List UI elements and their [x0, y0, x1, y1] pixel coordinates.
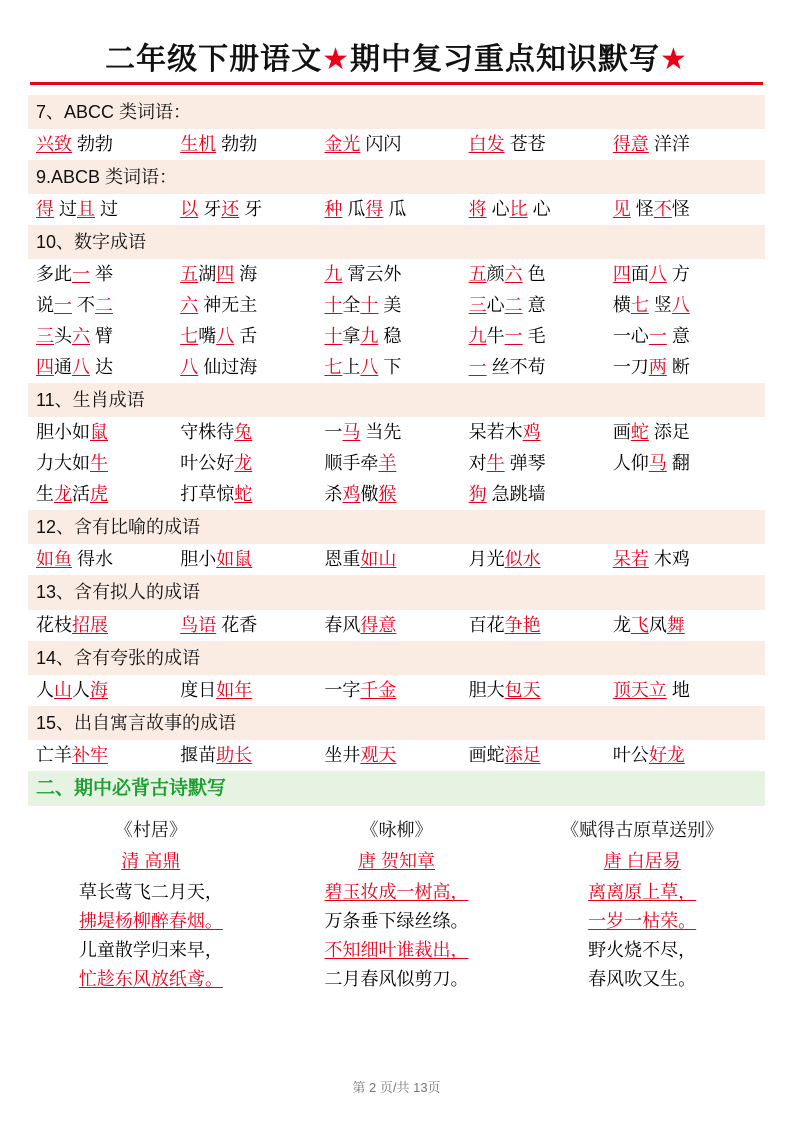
phrase-part: 瓜 — [383, 199, 407, 220]
sections-container — [28, 95, 765, 771]
phrase-cell — [324, 612, 468, 639]
phrase-cell — [180, 354, 324, 381]
phrase-cell — [36, 742, 180, 769]
phrase-cell — [180, 131, 324, 158]
phrase-part: 好龙 — [648, 744, 685, 765]
phrase-part: 比 — [509, 199, 528, 220]
phrase-cell — [469, 546, 613, 573]
phrase-cell — [324, 546, 468, 573]
phrase-part: 打草惊 — [180, 484, 235, 505]
phrase-cell — [324, 450, 468, 477]
phrase-part: 急跳墙 — [486, 484, 546, 505]
phrase-part: 花枝 — [36, 614, 72, 635]
phrase-cell — [36, 481, 180, 508]
phrase-row — [28, 321, 765, 352]
poem-line: 草长莺飞二月天， — [78, 881, 223, 902]
phrase-part: 兴致 — [36, 134, 72, 155]
phrase-part: 蛇 — [630, 422, 649, 443]
phrase-part: 还 — [221, 199, 240, 220]
phrase-cell — [324, 354, 468, 381]
phrase-part: 六 — [504, 264, 523, 285]
phrase-part: 颜 — [486, 264, 505, 285]
phrase-part: 百花 — [468, 614, 505, 635]
phrase-part: 一 — [468, 357, 487, 378]
poem-line: 二月春风似剪刀。 — [324, 969, 469, 990]
phrase-cell — [613, 261, 757, 288]
phrase-cell — [36, 196, 180, 223]
phrase-cell — [324, 261, 468, 288]
phrase-cell — [613, 354, 757, 381]
phrase-part: 二 — [95, 295, 114, 316]
phrase-part: 七 — [324, 357, 343, 378]
phrase-part: 人仰 — [612, 453, 649, 474]
phrase-cell — [469, 742, 613, 769]
phrase-part: 海 — [90, 679, 108, 700]
phrase-part: 胆小 — [180, 549, 217, 570]
phrase-part: 勃勃 — [72, 134, 114, 155]
phrase-part: 人 — [36, 679, 54, 700]
phrase-part: 八 — [72, 357, 90, 378]
poem-line: 忙趁东风放纸鸢。 — [78, 969, 223, 990]
phrase-part: 说 — [36, 295, 54, 316]
phrase-part: 十 — [360, 295, 379, 316]
phrase-part: 心 — [527, 199, 551, 220]
phrase-cell — [36, 131, 180, 158]
title-divider — [30, 82, 763, 85]
phrase-row — [28, 290, 765, 321]
phrase-part: 头 — [54, 326, 72, 347]
page-footer: 第 2 页/共 13页 — [352, 1080, 441, 1095]
section-heading: 12、含有比喻的成语 — [28, 510, 765, 544]
section-heading: 15、出自寓言故事的成语 — [28, 706, 765, 740]
phrase-part: 猴 — [378, 484, 397, 505]
phrase-part: 十 — [324, 295, 343, 316]
phrase-cell — [469, 354, 613, 381]
phrase-row — [28, 194, 765, 225]
poem-title: 《村居》 — [114, 820, 187, 841]
phrase-part: 龙 — [612, 614, 631, 635]
phrase-cell — [469, 677, 613, 704]
phrase-part: 对 — [468, 453, 487, 474]
title-prefix: 二年级下册语文 — [105, 42, 323, 77]
phrase-row — [28, 259, 765, 290]
phrase-part: 木鸡 — [648, 549, 690, 570]
phrase-cell — [613, 481, 757, 508]
phrase-part: 舞 — [666, 614, 685, 635]
phrase-part: 八 — [180, 357, 199, 378]
phrase-part: 且 — [77, 199, 96, 220]
poems-container — [28, 816, 765, 994]
phrase-cell — [469, 419, 613, 446]
poem-author: 唐 白居易 — [603, 851, 681, 872]
phrase-cell — [324, 131, 468, 158]
phrase-part: 八 — [648, 264, 667, 285]
poem-line: 不知细叶谁裁出， — [324, 939, 469, 960]
phrase-part: 如鼠 — [216, 549, 253, 570]
phrase-row — [28, 544, 765, 575]
phrase-part: 补牢 — [72, 744, 108, 765]
poem-line: 一岁一枯荣。 — [588, 910, 697, 931]
phrase-part: 马 — [342, 422, 361, 443]
phrase-part: 兔 — [234, 422, 253, 443]
phrase-cell — [613, 323, 757, 350]
phrase-part: 一字 — [324, 679, 361, 700]
phrase-part: 意 — [666, 326, 690, 347]
phrase-cell — [180, 292, 324, 319]
phrase-part: 金光 — [324, 134, 361, 155]
phrase-part: 当先 — [360, 422, 402, 443]
page-title — [28, 34, 765, 85]
phrase-part: 通 — [54, 357, 72, 378]
poem-author: 清 高鼎 — [121, 851, 181, 872]
phrase-cell — [469, 323, 613, 350]
phrase-part: 断 — [666, 357, 690, 378]
phrase-part: 一心 — [612, 326, 649, 347]
phrase-part: 如年 — [216, 679, 253, 700]
phrase-cell — [36, 546, 180, 573]
phrase-part: 叶公 — [612, 744, 649, 765]
phrase-part: 狗 — [468, 484, 487, 505]
poem — [519, 816, 765, 994]
phrase-cell — [324, 196, 468, 223]
phrase-part: 将 — [468, 199, 487, 220]
phrase-part: 拿 — [342, 326, 361, 347]
phrase-part: 意 — [522, 295, 546, 316]
phrase-row — [28, 352, 765, 383]
phrase-part: 招展 — [72, 614, 108, 635]
phrase-part: 守株待 — [180, 422, 235, 443]
phrase-part: 过 — [95, 199, 119, 220]
phrase-row — [28, 675, 765, 706]
phrase-cell — [613, 546, 757, 573]
phrase-part: 飞 — [630, 614, 649, 635]
phrase-part: 怪 — [630, 199, 654, 220]
phrase-cell — [324, 292, 468, 319]
phrase-cell — [613, 450, 757, 477]
phrase-part: 观天 — [360, 744, 397, 765]
poem-title: 《赋得古原草送别》 — [561, 820, 724, 841]
phrase-part: 鼠 — [90, 422, 108, 443]
phrase-cell — [180, 450, 324, 477]
phrase-part: 闪闪 — [360, 134, 402, 155]
phrase-part: 龙 — [234, 453, 253, 474]
phrase-part: 得 — [36, 199, 54, 220]
phrase-part: 千金 — [360, 679, 397, 700]
phrase-part: 生 — [36, 484, 54, 505]
phrase-part: 一 — [324, 422, 343, 443]
phrase-cell — [36, 354, 180, 381]
phrase-part: 儆 — [360, 484, 379, 505]
phrase-part: 坐井 — [324, 744, 361, 765]
phrase-part: 得意 — [360, 614, 397, 635]
phrase-cell — [36, 419, 180, 446]
phrase-part: 胆大 — [468, 679, 505, 700]
poem-line: 拂堤杨柳醉春烟。 — [78, 910, 223, 931]
phrase-cell — [180, 677, 324, 704]
phrase-part: 叶公好 — [180, 453, 235, 474]
poem-line: 春风吹又生。 — [588, 969, 697, 990]
phrase-part: 呆若 — [612, 549, 649, 570]
phrase-cell — [613, 292, 757, 319]
phrase-part: 竖 — [648, 295, 672, 316]
phrase-cell — [469, 261, 613, 288]
phrase-part: 地 — [666, 679, 690, 700]
phrase-row — [28, 448, 765, 479]
phrase-part: 七 — [180, 326, 199, 347]
phrase-part: 方 — [666, 264, 690, 285]
phrase-part: 以 — [180, 199, 199, 220]
phrase-part: 牙 — [198, 199, 222, 220]
phrase-part: 添足 — [648, 422, 690, 443]
phrase-cell — [469, 481, 613, 508]
phrase-part: 八 — [671, 295, 690, 316]
phrase-part: 力大如 — [36, 453, 90, 474]
phrase-part: 不 — [72, 295, 96, 316]
phrase-part: 亡羊 — [36, 744, 72, 765]
phrase-part: 毛 — [522, 326, 546, 347]
phrase-part: 翻 — [666, 453, 690, 474]
phrase-part: 九 — [360, 326, 379, 347]
poem-line: 儿童散学归来早， — [78, 939, 223, 960]
phrase-part: 得 — [365, 199, 384, 220]
phrase-part: 湖 — [198, 264, 217, 285]
phrase-part: 鸡 — [342, 484, 361, 505]
phrase-part: 马 — [648, 453, 667, 474]
phrase-part: 勃勃 — [216, 134, 258, 155]
phrase-cell — [180, 546, 324, 573]
phrase-part: 蛇 — [234, 484, 253, 505]
phrase-cell — [36, 677, 180, 704]
poem — [274, 816, 520, 994]
phrase-cell — [180, 261, 324, 288]
phrase-cell — [469, 450, 613, 477]
phrase-part: 牛 — [486, 453, 505, 474]
title-middle: 期中复习重点知识默写 — [350, 42, 660, 77]
phrase-part: 画蛇 — [468, 744, 505, 765]
phrase-part: 活 — [72, 484, 90, 505]
phrase-cell — [613, 742, 757, 769]
phrase-part: 如山 — [360, 549, 397, 570]
phrase-part: 霄云外 — [342, 264, 402, 285]
phrase-part: 添足 — [504, 744, 541, 765]
phrase-part: 恩重 — [324, 549, 361, 570]
phrase-cell — [324, 419, 468, 446]
poem-line: 碧玉妆成一树高， — [324, 881, 469, 902]
phrase-part: 色 — [522, 264, 546, 285]
phrase-part: 嘴 — [198, 326, 217, 347]
phrase-part: 下 — [378, 357, 402, 378]
phrase-part: 鸡 — [522, 422, 541, 443]
phrase-part: 上 — [342, 357, 361, 378]
phrase-part: 似水 — [504, 549, 541, 570]
phrase-part: 一 — [72, 264, 90, 285]
phrase-cell — [324, 677, 468, 704]
star-right-icon: ★ — [660, 42, 688, 77]
phrase-part: 两 — [648, 357, 667, 378]
phrase-part: 虎 — [90, 484, 108, 505]
section-heading: 13、含有拟人的成语 — [28, 575, 765, 609]
phrase-part: 春风 — [324, 614, 361, 635]
phrase-cell — [180, 419, 324, 446]
phrase-cell — [36, 292, 180, 319]
phrase-cell — [180, 742, 324, 769]
phrase-row — [28, 479, 765, 510]
phrase-part: 鸟语 — [180, 614, 217, 635]
phrase-part: 神无主 — [198, 295, 258, 316]
phrase-cell — [324, 742, 468, 769]
phrase-part: 苍苍 — [504, 134, 546, 155]
phrase-part: 顺手牵 — [324, 453, 379, 474]
phrase-part: 揠苗 — [180, 744, 217, 765]
phrase-part: 横 — [612, 295, 631, 316]
phrase-part: 不 — [653, 199, 672, 220]
phrase-part: 羊 — [378, 453, 397, 474]
phrase-part: 山 — [54, 679, 72, 700]
poem-line: 野火烧不尽， — [588, 939, 697, 960]
phrase-part: 一 — [504, 326, 523, 347]
phrase-part: 牛 — [486, 326, 505, 347]
phrase-part: 心 — [486, 199, 510, 220]
phrase-part: 六 — [72, 326, 90, 347]
phrase-part: 海 — [234, 264, 258, 285]
phrase-cell — [180, 481, 324, 508]
phrase-cell — [613, 419, 757, 446]
phrase-cell — [36, 450, 180, 477]
section-heading: 14、含有夸张的成语 — [28, 641, 765, 675]
phrase-part: 见 — [612, 199, 631, 220]
phrase-cell — [469, 131, 613, 158]
phrase-cell — [613, 612, 757, 639]
phrase-cell — [469, 196, 613, 223]
poetry-section-heading: 二、期中必背古诗默写 — [28, 771, 765, 807]
phrase-cell — [469, 292, 613, 319]
phrase-cell — [36, 261, 180, 288]
phrase-part: 包天 — [504, 679, 541, 700]
phrase-part: 弹琴 — [504, 453, 546, 474]
phrase-part: 面 — [630, 264, 649, 285]
phrase-part: 二 — [504, 295, 523, 316]
phrase-part: 四 — [612, 264, 631, 285]
phrase-part: 度日 — [180, 679, 217, 700]
phrase-part: 瓜 — [342, 199, 366, 220]
poem-author: 唐 贺知章 — [358, 851, 436, 872]
phrase-part: 六 — [180, 295, 199, 316]
phrase-part: 如鱼 — [36, 549, 72, 570]
section-heading: 11、生肖成语 — [28, 383, 765, 417]
phrase-part: 白发 — [468, 134, 505, 155]
phrase-part: 争艳 — [504, 614, 541, 635]
phrase-part: 一 — [648, 326, 667, 347]
phrase-cell — [180, 196, 324, 223]
phrase-part: 助长 — [216, 744, 253, 765]
phrase-part: 四 — [36, 357, 54, 378]
phrase-cell — [469, 612, 613, 639]
phrase-cell — [324, 481, 468, 508]
phrase-part: 顶天立 — [612, 679, 667, 700]
phrase-part: 过 — [54, 199, 78, 220]
phrase-part: 三 — [36, 326, 54, 347]
phrase-cell — [36, 323, 180, 350]
phrase-part: 舌 — [234, 326, 258, 347]
phrase-part: 牙 — [239, 199, 263, 220]
phrase-part: 得意 — [612, 134, 649, 155]
phrase-part: 生机 — [180, 134, 217, 155]
poem-line: 离离原上草， — [588, 881, 697, 902]
phrase-cell — [613, 196, 757, 223]
phrase-part: 稳 — [378, 326, 402, 347]
phrase-row — [28, 740, 765, 771]
phrase-part: 美 — [378, 295, 402, 316]
star-left-icon: ★ — [322, 42, 350, 77]
phrase-part: 达 — [90, 357, 114, 378]
phrase-part: 牛 — [90, 453, 108, 474]
phrase-part: 种 — [324, 199, 343, 220]
poem-title: 《咏柳》 — [360, 820, 433, 841]
phrase-part: 臂 — [90, 326, 114, 347]
phrase-row — [28, 417, 765, 448]
phrase-cell — [613, 677, 757, 704]
phrase-part: 凤 — [648, 614, 667, 635]
phrase-part: 花香 — [216, 614, 258, 635]
section-heading: 7、ABCC 类词语： — [28, 95, 765, 129]
phrase-part: 画 — [612, 422, 631, 443]
phrase-part: 三 — [468, 295, 487, 316]
phrase-part: 四 — [216, 264, 235, 285]
phrase-row — [28, 129, 765, 160]
phrase-part: 一刀 — [612, 357, 649, 378]
phrase-part: 多此 — [36, 264, 72, 285]
phrase-part: 龙 — [54, 484, 72, 505]
phrase-part: 五 — [468, 264, 487, 285]
phrase-part: 胆小如 — [36, 422, 90, 443]
phrase-cell — [36, 612, 180, 639]
phrase-part: 五 — [180, 264, 199, 285]
phrase-part: 月光 — [468, 549, 505, 570]
phrase-part: 心 — [486, 295, 505, 316]
section-heading: 9.ABCB 类词语： — [28, 160, 765, 194]
phrase-part: 丝不苟 — [486, 357, 546, 378]
phrase-part: 举 — [90, 264, 114, 285]
phrase-part: 杀 — [324, 484, 343, 505]
phrase-part: 十 — [324, 326, 343, 347]
phrase-cell — [180, 612, 324, 639]
poem-line: 万条垂下绿丝绦。 — [324, 910, 469, 931]
phrase-part: 九 — [468, 326, 487, 347]
phrase-part: 一 — [54, 295, 72, 316]
phrase-cell — [180, 323, 324, 350]
phrase-part: 七 — [630, 295, 649, 316]
phrase-cell — [613, 131, 757, 158]
phrase-part: 八 — [360, 357, 379, 378]
phrase-part: 呆若木 — [468, 422, 523, 443]
phrase-part: 洋洋 — [648, 134, 690, 155]
poem — [28, 816, 274, 994]
phrase-part: 八 — [216, 326, 235, 347]
phrase-part: 人 — [72, 679, 90, 700]
phrase-part: 怪 — [671, 199, 690, 220]
phrase-part: 得水 — [72, 549, 114, 570]
phrase-part: 仙过海 — [198, 357, 258, 378]
section-heading: 10、数字成语 — [28, 225, 765, 259]
phrase-part: 九 — [324, 264, 343, 285]
phrase-row — [28, 610, 765, 641]
phrase-cell — [324, 323, 468, 350]
phrase-part: 全 — [342, 295, 361, 316]
